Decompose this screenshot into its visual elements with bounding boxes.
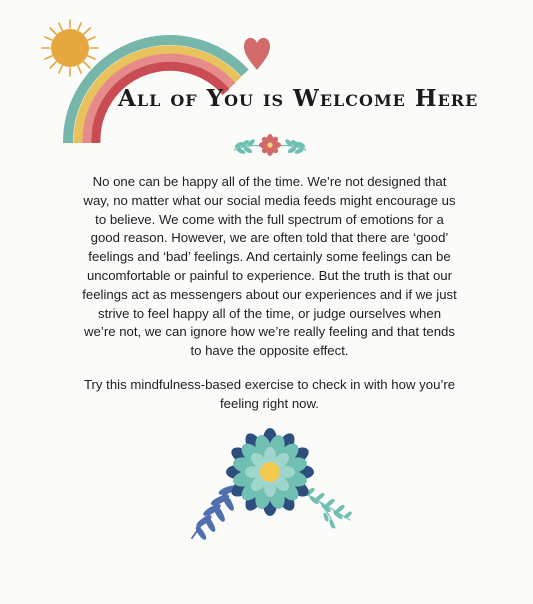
exercise-prompt: Try this mindfulness-based exercise to check in with how you’re feeling right now.	[83, 376, 456, 411]
flower-bouquet-icon	[180, 420, 370, 550]
flower-divider-icon	[230, 130, 310, 160]
sun-icon	[42, 20, 98, 76]
intro-paragraph: No one can be happy all of the time. We’re not designed that way, no matter what our social media feeds might encourage us to believe. We come with the full spectrum of emotions for a good reason. However, we are often told that there are ‘good’ feelings and ‘bad’ feelings. And certainly some feelings can be uncomfortable or painful to experience. But the truth is that our feelings act as messengers about our experiences and if we just strive to feel happy all of the time, or judge ourselves when we’re not, we can ignore how we’re really feeling and that tends to have the opposite effect.	[82, 174, 457, 359]
page-title: All of You is Welcome Here	[118, 85, 479, 112]
body-text	[82, 173, 457, 414]
heart-icon	[243, 34, 271, 74]
